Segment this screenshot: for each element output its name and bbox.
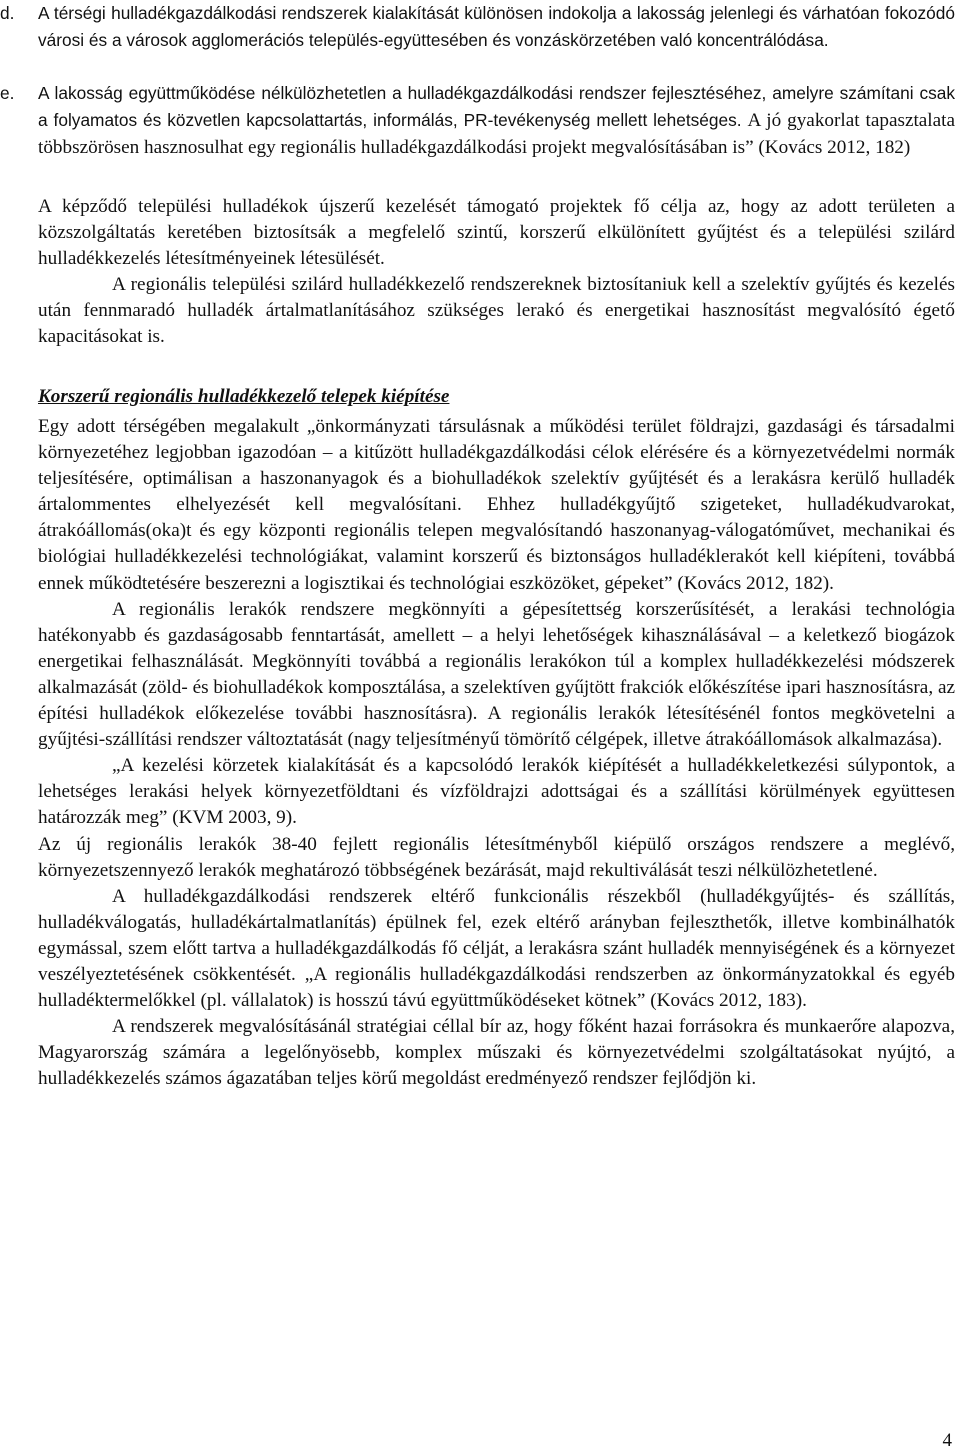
page-number: 4: [942, 1430, 952, 1451]
list-item-e-text: A lakosság együttműködése nélkülözhetetlen a hulladékgazdálkodási rendszer fejlesztéséhez, amelyre számítani csak a folyamatos és közvetlen kapcsolattartás, informálás, PR-tevékenység mellett lehetséges.: [38, 83, 955, 130]
list-item-d: [0, 0, 955, 53]
paragraph-2: A regionális települési szilárd hulladékkezelő rendszereknek biztosítaniuk kell a szelektív gyűjtés és kezelés után fennmaradó hulladék ártalmatlanításához szükséges lerakó és energetikai hasznosítást megvalósító égető kapacitásokat is.: [38, 274, 955, 348]
paragraph-6: Az új regionális lerakók 38-40 fejlett regionális létesítményből kiépülő országos rendszere a meglévő, környezetszennyező lerakók meghatározó többségének bezárását, majd rekultiválását teszi nélkülözhetetlené.: [38, 833, 955, 881]
paragraph-1: A képződő települési hulladékok újszerű kezelését támogató projektek fő célja az, hogy az adott területen a közszolgáltatás keretében biztosítsák a megfelelő szintű, korszerű elkülönített gyűjtést és a települési szilárd hulladékkezelés létesítményeinek létesülését.: [38, 196, 955, 270]
paragraph-4: A regionális lerakók rendszere megkönnyíti a gépesítettség korszerűsítését, a lerakási technológia hatékonyabb és gazdaságosabb fenntartását, amellett – a helyi lehetőségek kihasználásával – a keletkező biogázok energetikai felhasználását. Megkönnyíti továbbá a regionális lerakókon túl a komplex hulladékkezelési módszerek alkalmazását (zöld- és biohulladékok komposztálása, a szelektíven gyűjtött frakciók előkészítése ipari hasznosításra, az építési hulladékok előkezelése további hasznosításra). A regionális lerakók létesítésénél fontos megkövetelni a gyűjtési-szállítási rendszer változtatását (nagy teljesítményű tömörítő célgépek, illetve átrakóállomások alkalmazása).: [38, 598, 955, 751]
paragraph-5: „A kezelési körzetek kialakítását és a kapcsolódó lerakók kiépítését a hulladékkeletkezési súlypontok, a lehetséges lerakási helyek környezetföldtani és vízföldrajzi adottságai és a szállítási körülmények együttesen határozzák meg” (KVM 2003, 9).: [38, 755, 955, 829]
paragraph-3: Egy adott térségében megalakult „önkormányzati társulásnak a működési terület földrajzi, gazdasági és társadalmi környezetéhez legjobban igazodóan – a kitűzött hulladékgazdálkodási célok elérésére és a környezetvédelmi normák teljesítésére, optimálisan a haszonanyagok és a biohulladékok szelektív gyűjtését és a lerakásra kerülő hulladék ártalommentes elhelyezését kell megvalósítani. Ehhez hulladékgyűjtő szigeteket, hulladékudvarokat, átrakóállomás(oka)t és egy központi regionális telepen megvalósítandó haszonanyag-válogatóművet, mechanikai és biológiai hulladékkezelési technológiákat, valamint korszerű és biztonságos hulladéklerakót kell kiépíteni, továbbá ennek működtetésére beszerezni a logisztikai és technológiai eszközöket, gépeket” (Kovács 2012, 182).: [38, 416, 955, 594]
section-heading: Korszerű regionális hulladékkezelő telepek kiépítése: [38, 386, 450, 407]
body-section-1: [38, 194, 955, 351]
paragraph-7: A hulladékgazdálkodási rendszerek eltérő funkcionális részekből (hulladékgyűjtés- és szállítás, hulladékválogatás, hulladékártalmatlanítás) épülnek fel, ezek eltérő arányban fejleszthetők, illetve kombinálhatók egymással, szem előtt tartva a hulladékgazdálkodás fő célját, a lerakásra szánt hulladék mennyiségének és a környezet veszélyeztetésének csökkentését. „A regionális hulladékgazdálkodási rendszerben az önkormányzatokkal és egyéb hulladéktermelőkkel (pl. vállalatok) is hosszú távú együttműködéseket kötnek” (Kovács 2012, 183).: [38, 885, 955, 1012]
list-marker-d: d.: [0, 3, 15, 23]
list-item-e: [0, 80, 955, 161]
body-section-2: [38, 414, 955, 1092]
list-item-e-quote: A jó gyakorlat tapasztalata többszörösen hasznosulhat egy regionális hulladékgazdálkodási projekt megvalósításában is” (Kovács 2012, 182): [38, 109, 955, 158]
list-item-d-text: A térségi hulladékgazdálkodási rendszerek kialakítását különösen indokolja a lakosság jelenlegi és várhatóan fokozódó városi és a városok agglomerációs település-együttesében és vonzáskörzetében való koncentrálódása.: [38, 3, 955, 50]
paragraph-8: A rendszerek megvalósításánál stratégiai céllal bír az, hogy főként hazai forrásokra és munkaerőre alapozva, Magyarország számára a legelőnyösebb, komplex műszaki és környezetvédelmi szolgáltatásokat nyújtó, a hulladékkezelés számos ágazatában teljes körű megoldást eredményező rendszer fejlődjön ki.: [38, 1016, 955, 1090]
list-marker-e: e.: [0, 83, 15, 103]
